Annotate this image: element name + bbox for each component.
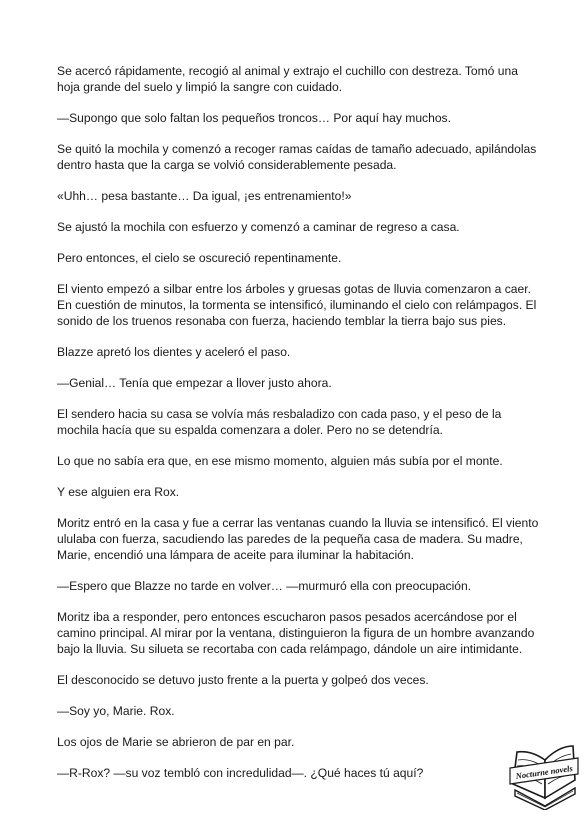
paragraph: El desconocido se detuvo justo frente a la puerta y golpeó dos veces. [57,673,429,687]
paragraph: —R-Rox? —su voz tembló con incredulidad—. ¿Qué haces tú aquí? [57,766,424,780]
paragraph: Pero entonces, el cielo se oscureció repentinamente. [57,251,342,265]
watermark-text: Nocturne novels [515,763,574,781]
paragraph: Se acercó rápidamente, recogió al animal y extrajo el cuchillo con destreza. Tomó una hoja grande del suelo y limpió la sangre con cuidado. [57,64,518,94]
watermark-logo [509,738,579,810]
paragraph: Los ojos de Marie se abrieron de par en par. [57,735,295,749]
paragraph: El viento empezó a silbar entre los árboles y gruesas gotas de lluvia comenzaron a caer. En cuestión de minutos, la tormenta se intensificó, iluminando el cielo con relámpagos. El sonido de los truenos resonaba con fuerza, haciendo temblar la tierra bajo sus pies. [57,282,537,328]
paragraph: Y ese alguien era Rox. [57,485,180,499]
open-book-icon [509,738,579,810]
paragraph: El sendero hacia su casa se volvía más resbaladizo con cada paso, y el peso de la mochila hacía que su espalda comenzara a doler. Pero no se detendría. [57,407,502,437]
paragraph: —Genial… Tenía que empezar a llover justo ahora. [57,376,332,390]
paragraph: Moritz entró en la casa y fue a cerrar las ventanas cuando la lluvia se intensificó. El viento ululaba con fuerza, sacudiendo las paredes de la pequeña casa de madera. Su madre, Marie, encendió una lámpara de aceite para iluminar la habitación. [57,516,539,562]
paragraph: Se quitó la mochila y comenzó a recoger ramas caídas de tamaño adecuado, apilándolas dentro hasta que la carga se volvió considerablemente pesada. [57,142,537,172]
paragraph: Se ajustó la mochila con esfuerzo y comenzó a caminar de regreso a casa. [57,220,460,234]
paragraph: Moritz iba a responder, pero entonces escucharon pasos pesados acercándose por el camino principal. Al mirar por la ventana, distinguieron la figura de un hombre avanzando bajo la lluvia. Su silueta se recortaba con cada relámpago, dándole un aire intimidante. [57,610,535,656]
paragraph: Blazze apretó los dientes y aceleró el paso. [57,345,291,359]
paragraph: —Soy yo, Marie. Rox. [57,704,175,718]
paragraph: Lo que no sabía era que, en ese mismo momento, alguien más subía por el monte. [57,454,503,468]
paragraph: —Espero que Blazze no tarde en volver… —murmuró ella con preocupación. [57,579,472,593]
paragraph: —Supongo que solo faltan los pequeños troncos… Por aquí hay muchos. [57,111,451,125]
paragraph: «Uhh… pesa bastante… Da igual, ¡es entrenamiento!» [57,189,352,203]
text-column [57,63,539,796]
